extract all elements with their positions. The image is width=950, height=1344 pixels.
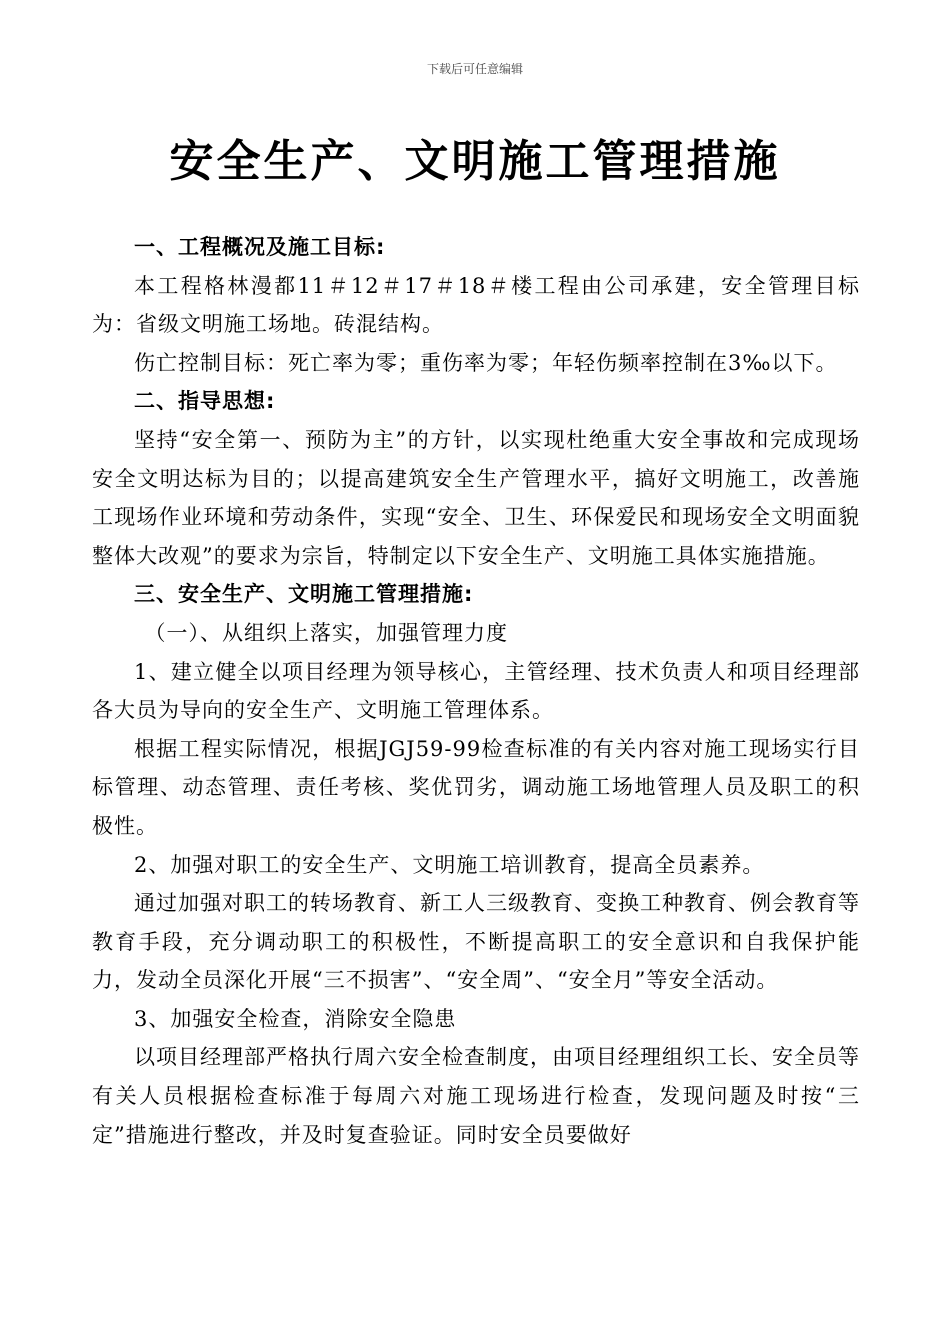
paragraph: 2、加强对职工的安全生产、文明施工培训教育，提高全员素养。 bbox=[134, 852, 765, 877]
paragraph: 根据工程实际情况，根据JGJ59-99检查标准的有关内容对施工现场实行目标管理、动态管理、责任考核、奖优罚劣，调动施工场地管理人员及职工的积极性。 bbox=[92, 736, 860, 838]
paragraph: 3、加强安全检查，消除安全隐患 bbox=[134, 1006, 457, 1031]
section-heading-1: 一、工程概况及施工目标: bbox=[134, 235, 386, 259]
header-note: 下载后可任意编辑 bbox=[426, 62, 523, 76]
section-heading-3: 三、安全生产、文明施工管理措施: bbox=[134, 582, 474, 607]
document-title: 安全生产、文明施工管理措施 bbox=[169, 136, 781, 187]
paragraph: 本工程格林漫都11＃12＃17＃18＃楼工程由公司承建，安全管理目标为：省级文明施工场地。砖混结构。 bbox=[92, 273, 860, 337]
paragraph: 伤亡控制目标：死亡率为零；重伤率为零；年轻伤频率控制在3‰以下。 bbox=[134, 350, 838, 375]
paragraph: 以项目经理部严格执行周六安全检查制度，由项目经理组织工长、安全员等有关人员根据检查标准于每周六对施工现场进行检查，发现问题及时按“三定”措施进行整改，并及时复查验证。同时安全员要做好 bbox=[92, 1045, 860, 1147]
paragraph: 坚持“安全第一、预防为主”的方针，以实现杜绝重大安全事故和完成现场安全文明达标为目的；以提高建筑安全生产管理水平，搞好文明施工，改善施工现场作业环境和劳动条件，实现“安全、卫生、环保爱民和现场安全文明面貌整体大改观”的要求为宗旨，特制定以下安全生产、文明施工具体实施措施。 bbox=[92, 427, 860, 568]
paragraph: 1、建立健全以项目经理为领导核心，主管经理、技术负责人和项目经理部各大员为导向的安全生产、文明施工管理体系。 bbox=[92, 659, 860, 723]
document-body bbox=[92, 228, 860, 1154]
paragraph: 通过加强对职工的转场教育、新工人三级教育、变换工种教育、例会教育等教育手段，充分调动职工的积极性，不断提高职工的安全意识和自我保护能力，发动全员深化开展“三不损害”、“安全周”、“安全月”等安全活动。 bbox=[92, 891, 860, 993]
section-heading-2: 二、指导思想: bbox=[134, 389, 276, 414]
subsection-heading: （一）、从组织上落实，加强管理力度 bbox=[144, 620, 508, 645]
